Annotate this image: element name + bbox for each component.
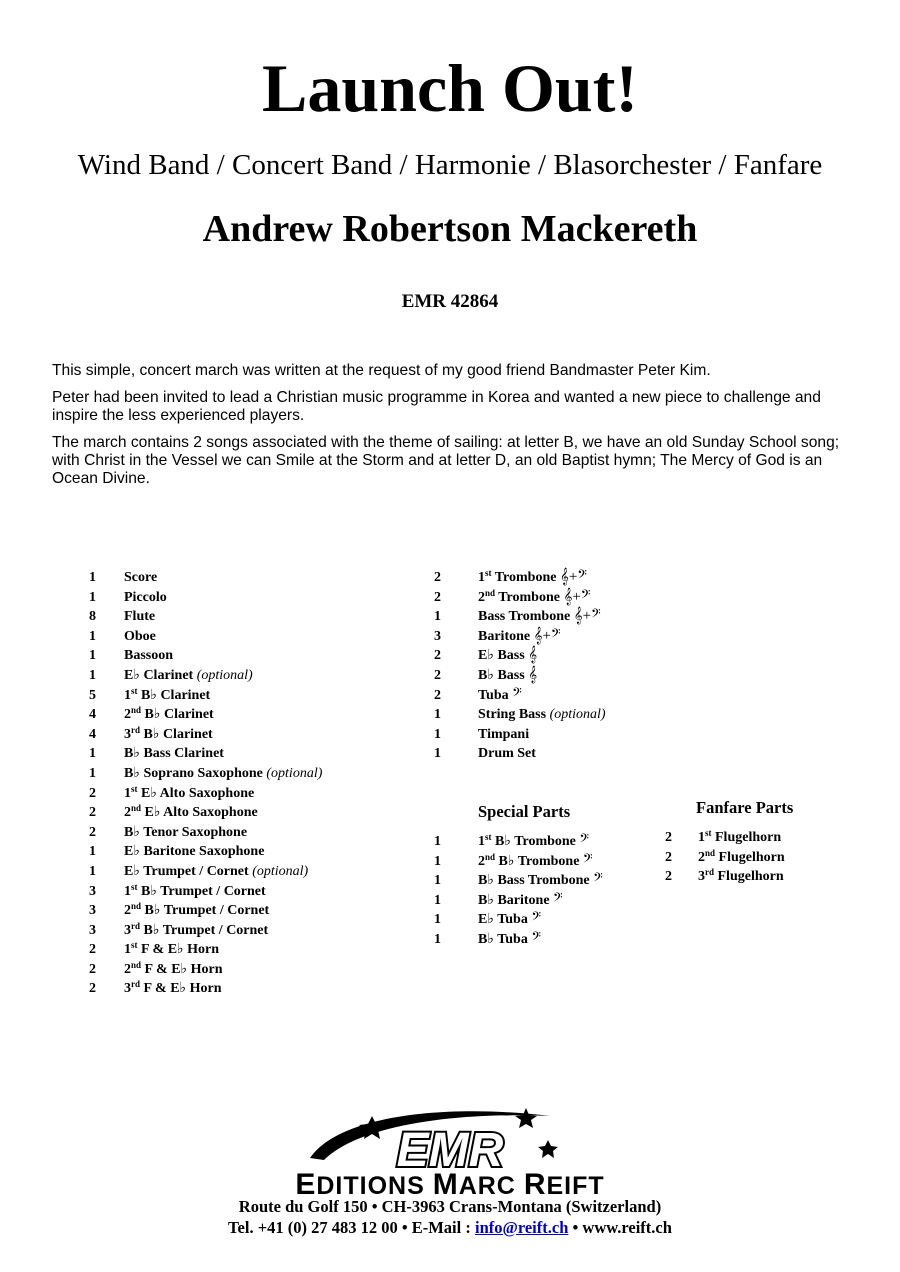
part-quantity: 3	[89, 883, 96, 899]
part-instrument: 2nd B♭ Trumpet / Cornet	[124, 901, 270, 919]
part-quantity: 1	[89, 844, 96, 860]
part-row	[89, 784, 322, 804]
part-quantity: 5	[89, 687, 96, 703]
part-instrument: 1st Trombone 𝄞+𝄢	[478, 568, 587, 585]
parts-list-low-brass-percussion	[434, 568, 606, 764]
part-row	[434, 832, 603, 852]
part-instrument: 1st Flugelhorn	[698, 828, 782, 845]
part-row	[89, 803, 322, 823]
description-paragraph: Peter had been invited to lead a Christian music programme in Korea and wanted a new piece to challenge and inspire the less experienced players.	[52, 389, 821, 424]
part-row	[665, 828, 785, 848]
part-quantity: 2	[89, 824, 96, 840]
part-quantity: 1	[434, 746, 441, 762]
part-row	[89, 921, 322, 941]
part-quantity: 1	[89, 765, 96, 781]
part-quantity: 3	[89, 903, 96, 919]
part-row	[89, 842, 322, 862]
part-quantity: 4	[89, 707, 96, 723]
part-instrument: B♭ Soprano Saxophone (optional)	[124, 765, 323, 781]
part-row	[434, 910, 603, 930]
description-paragraph: The march contains 2 songs associated with the theme of sailing: at letter B, we have an old Sunday School song; with Christ in the Vessel we can Smile at the Storm and at letter D, an old Baptist hymn; The Mercy of God is an Ocean Divine.	[52, 434, 840, 487]
contact-website: • www.reift.ch	[568, 1218, 672, 1237]
part-instrument: 2nd E♭ Alto Saxophone	[124, 803, 258, 821]
part-quantity: 2	[89, 805, 96, 821]
part-row	[434, 705, 606, 725]
part-row	[89, 666, 322, 686]
part-instrument: Oboe	[124, 628, 156, 644]
publisher-address: Route du Golf 150 • CH-3963 Crans-Montana (Switzerland)	[238, 1197, 662, 1216]
part-instrument: Timpani	[478, 726, 530, 742]
part-row	[434, 568, 606, 588]
part-row	[89, 627, 322, 647]
part-instrument: 3rd Flugelhorn	[698, 867, 784, 885]
subtitle: Wind Band / Concert Band / Harmonie / Blasorchester / Fanfare	[77, 149, 823, 181]
part-quantity: 1	[434, 931, 441, 947]
parts-list-woodwinds-brass	[89, 568, 322, 999]
part-quantity: 2	[434, 687, 441, 703]
fanfare-parts-heading: Fanfare Parts	[696, 798, 794, 817]
part-instrument: B♭ Bass Clarinet	[124, 746, 224, 762]
part-instrument: Flute	[124, 609, 156, 625]
special-parts-list	[434, 832, 603, 950]
part-instrument: 3rd B♭ Clarinet	[124, 724, 213, 742]
part-quantity: 1	[434, 609, 441, 625]
part-row	[89, 823, 322, 843]
part-row	[434, 891, 603, 911]
part-quantity: 1	[434, 834, 441, 849]
emr-logo	[300, 1106, 600, 1176]
fanfare-parts-list	[665, 828, 785, 887]
part-instrument: B♭ Tenor Saxophone	[124, 824, 248, 840]
part-quantity: 2	[89, 942, 96, 958]
part-row	[434, 871, 603, 891]
part-quantity: 1	[434, 726, 441, 742]
part-instrument: E♭ Clarinet (optional)	[124, 667, 253, 683]
part-row	[89, 960, 322, 980]
part-instrument: 3rd F & E♭ Horn	[124, 979, 222, 997]
part-row	[89, 764, 322, 784]
part-quantity: 2	[434, 648, 441, 664]
part-quantity: 1	[89, 746, 96, 762]
part-quantity: 1	[434, 873, 441, 889]
part-quantity: 2	[434, 667, 441, 683]
part-instrument: E♭ Baritone Saxophone	[124, 844, 265, 860]
part-instrument: 2nd B♭ Trombone 𝄢	[478, 851, 593, 869]
part-row	[89, 568, 322, 588]
description	[52, 362, 852, 497]
part-quantity: 1	[89, 667, 96, 683]
part-row	[89, 862, 322, 882]
part-quantity: 2	[89, 785, 96, 801]
part-instrument: E♭ Bass 𝄞	[478, 647, 538, 664]
part-row	[89, 882, 322, 902]
part-instrument: Score	[124, 570, 158, 585]
part-row	[89, 686, 322, 706]
part-row	[665, 867, 785, 887]
part-row	[434, 686, 606, 706]
part-quantity: 2	[434, 570, 441, 585]
logo-text: EMR	[396, 1124, 504, 1176]
part-quantity: 1	[434, 912, 441, 928]
part-row	[89, 940, 322, 960]
part-quantity: 1	[89, 628, 96, 644]
part-row	[89, 901, 322, 921]
part-quantity: 2	[665, 849, 672, 865]
part-instrument: E♭ Tuba 𝄢	[478, 911, 541, 928]
part-quantity: 4	[89, 726, 96, 742]
part-row	[89, 744, 322, 764]
description-paragraph: This simple, concert march was written at the request of my good friend Bandmaster Peter Kim.	[52, 362, 711, 379]
part-row	[89, 646, 322, 666]
part-quantity: 8	[89, 609, 96, 625]
part-row	[434, 588, 606, 608]
part-instrument: Bass Trombone 𝄞+𝄢	[478, 608, 601, 625]
part-quantity: 2	[434, 589, 441, 605]
part-quantity: 2	[665, 869, 672, 885]
part-quantity: 3	[434, 628, 441, 644]
part-instrument: String Bass (optional)	[478, 707, 606, 723]
part-row	[89, 725, 322, 745]
part-row	[434, 852, 603, 872]
part-quantity: 1	[89, 648, 96, 664]
part-row	[434, 744, 606, 764]
part-instrument: B♭ Tuba 𝄢	[478, 930, 541, 947]
part-row	[434, 646, 606, 666]
part-instrument: Baritone 𝄞+𝄢	[478, 627, 561, 644]
part-instrument: Bassoon	[124, 648, 174, 664]
part-row	[89, 607, 322, 627]
part-instrument: 2nd Trombone 𝄞+𝄢	[478, 587, 591, 605]
part-instrument: Tuba 𝄢	[478, 686, 522, 703]
part-instrument: 2nd F & E♭ Horn	[124, 959, 223, 977]
part-instrument: Piccolo	[124, 589, 167, 605]
publisher-contact	[0, 1218, 900, 1238]
publisher-name: EDITIONS MARC REIFT	[295, 1168, 605, 1201]
composer: Andrew Robertson Mackereth	[202, 208, 698, 250]
part-quantity: 1	[89, 570, 96, 585]
part-quantity: 3	[89, 922, 96, 938]
part-instrument: 1st B♭ Trombone 𝄢	[478, 832, 590, 849]
part-row	[434, 627, 606, 647]
part-row	[665, 848, 785, 868]
special-parts-heading: Special Parts	[478, 802, 571, 821]
part-instrument: 1st E♭ Alto Saxophone	[124, 783, 255, 801]
part-quantity: 2	[665, 830, 672, 845]
part-quantity: 1	[434, 892, 441, 908]
part-instrument: 3rd B♭ Trumpet / Cornet	[124, 920, 269, 938]
part-instrument: 1st B♭ Clarinet	[124, 685, 211, 703]
part-quantity: 1	[89, 863, 96, 879]
part-instrument: 2nd B♭ Clarinet	[124, 705, 214, 723]
part-instrument: 2nd Flugelhorn	[698, 847, 785, 865]
part-quantity: 1	[89, 589, 96, 605]
part-row	[434, 607, 606, 627]
part-instrument: E♭ Trumpet / Cornet (optional)	[124, 863, 309, 879]
part-instrument: B♭ Baritone 𝄢	[478, 891, 563, 908]
part-row	[89, 705, 322, 725]
part-quantity: 1	[434, 853, 441, 869]
part-instrument: 1st B♭ Trumpet / Cornet	[124, 881, 266, 899]
title: Launch Out!	[262, 50, 638, 126]
part-instrument: B♭ Bass 𝄞	[478, 666, 538, 683]
part-row	[434, 666, 606, 686]
part-instrument: 1st F & E♭ Horn	[124, 940, 220, 958]
part-quantity: 2	[89, 961, 96, 977]
part-row	[434, 725, 606, 745]
part-quantity: 2	[89, 981, 96, 997]
contact-phone: Tel. +41 (0) 27 483 12 00 • E-Mail :	[228, 1218, 475, 1237]
part-row	[89, 588, 322, 608]
part-quantity: 1	[434, 707, 441, 723]
part-instrument: B♭ Bass Trombone 𝄢	[478, 872, 603, 889]
part-instrument: Drum Set	[478, 746, 536, 762]
catalog-number: EMR 42864	[401, 291, 499, 312]
email-link[interactable]: info@reift.ch	[474, 1218, 569, 1237]
part-row	[434, 930, 603, 950]
part-row	[89, 979, 322, 999]
